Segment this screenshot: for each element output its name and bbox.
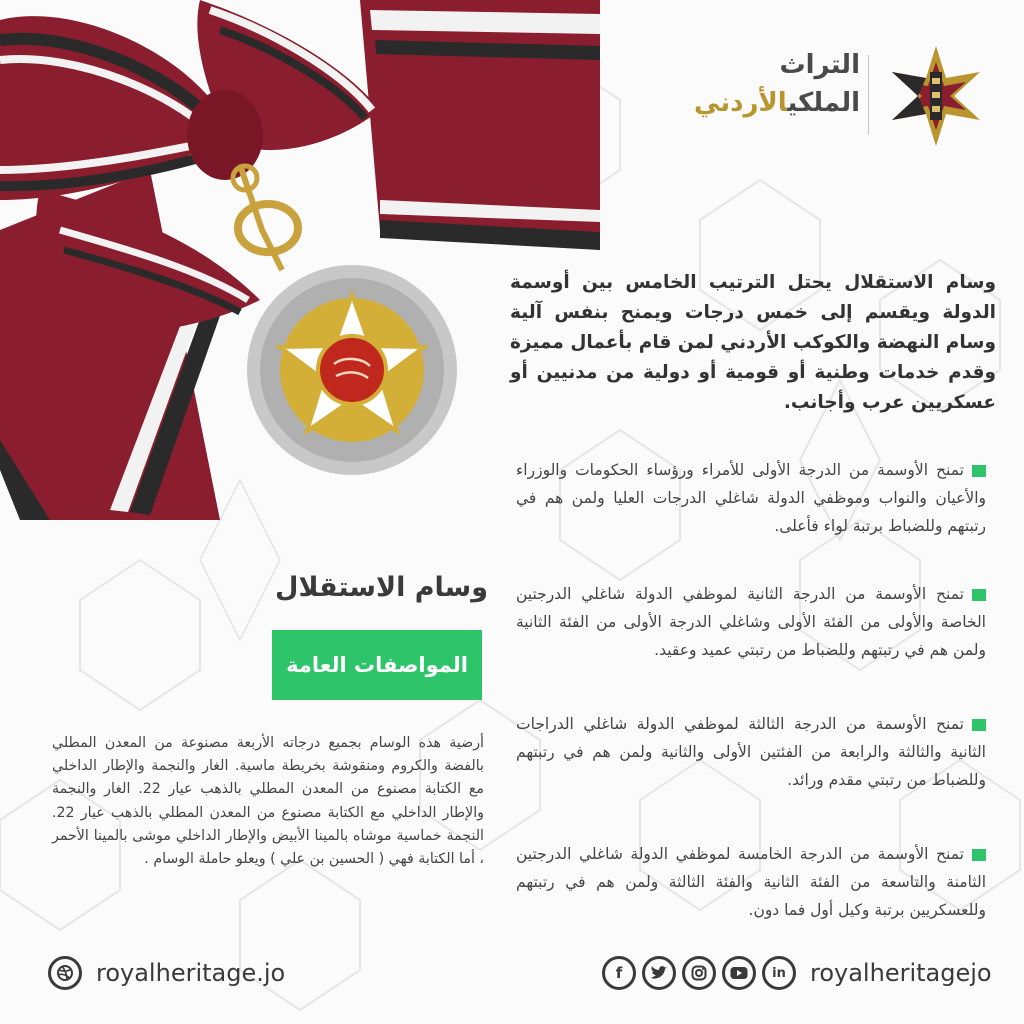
page-title: وسام الاستقلال bbox=[275, 572, 488, 603]
facebook-icon[interactable]: f bbox=[602, 956, 636, 990]
twitter-icon[interactable] bbox=[642, 956, 676, 990]
grade-item bbox=[516, 456, 988, 540]
brand-name-jordanian: الأردني bbox=[694, 88, 788, 118]
brand-name-line1: التراث bbox=[779, 50, 860, 80]
social-handle: royalheritagejo bbox=[810, 959, 992, 987]
grade-text: تمنح الأوسمة من الدرجة الخامسة لموظفي الدولة شاغلي الدرجتين الثامنة والتاسعة من الفئة الثانية والفئة الثالثة ولمن هم في رتبتهم وللعسكريين برتبة وكيل أول فما دون. bbox=[516, 845, 986, 919]
specs-paragraph: أرضية هذه الوسام بجميع درجاته الأربعة مصنوعة من المعدن المطلي بالفضة والكروم ومنقوشة بخريطة ماسية. الغار والنجمة والإطار الداخلي مع الكتابة مصنوع من المعدن المطلي بالذهب عيار 22. الغار والنجمة والإطار الداخلي مع الكتابة مصنوع من المعدن المطلي بالذهب عيار 22. النجمة خماسية موشاه بالمينا الأبيض والإطار الداخلي موشى بالمينا الأحمر ، أما الكتابة فهي ( الحسين بن علي ) ويعلو حاملة الوسام . bbox=[52, 735, 484, 868]
grade-item bbox=[516, 580, 988, 664]
website-label: royalheritage.jo bbox=[96, 959, 286, 987]
grade-item bbox=[516, 840, 988, 924]
intro-paragraph: وسام الاستقلال يحتل الترتيب الخامس بين أوسمة الدولة ويقسم إلى خمس درجات ويمنح بنفس آلية وسام النهضة والكوكب الأردني لمن قام بأعمال مميزة وقدم خدمات وطنية أو قومية أو دولية من مدنيين أو عسكريين عرب وأجانب. bbox=[510, 272, 996, 413]
youtube-icon[interactable] bbox=[722, 956, 756, 990]
bullet-square-icon bbox=[972, 849, 986, 861]
general-specs-button[interactable]: المواصفات العامة bbox=[272, 630, 482, 700]
bullet-square-icon bbox=[972, 719, 986, 731]
brand-name-royal: الملكي bbox=[787, 88, 860, 118]
brand-name-line2 bbox=[694, 88, 860, 118]
logo-divider bbox=[868, 55, 869, 135]
grade-text: تمنح الأوسمة من الدرجة الأولى للأمراء ورؤساء الحكومات والوزراء والأعيان والنواب وموظفي الدولة شاغلي الدرجات العليا ولمن هم في رتبتهم وللضباط برتبة لواء فأعلى. bbox=[516, 461, 986, 535]
linkedin-icon[interactable]: in bbox=[762, 956, 796, 990]
medal-ribbon-image bbox=[0, 0, 600, 520]
grade-text: تمنح الأوسمة من الدرجة الثالثة لموظفي الدولة شاغلي الدراجات الثانية والثالثة والرابعة من الفئتين الأولى والثانية ولمن هم في رتبتهم وللضباط من رتبتي مقدم ورائد. bbox=[516, 715, 986, 789]
grade-item bbox=[516, 710, 988, 794]
bullet-square-icon bbox=[972, 465, 986, 477]
footer-social bbox=[602, 956, 992, 990]
dribbble-globe-icon bbox=[48, 956, 82, 990]
grade-text: تمنح الأوسمة من الدرجة الثانية لموظفي الدولة شاغلي الدرجتين الخاصة والأولى من الفئة الأولى وشاغلي الدرجة الأولى من الفئة الثانية ولمن هم في رتبتهم وللضباط من رتبتي عميد وعقيد. bbox=[516, 585, 986, 659]
bullet-square-icon bbox=[972, 589, 986, 601]
royal-heritage-logo-icon bbox=[882, 42, 990, 150]
instagram-icon[interactable] bbox=[682, 956, 716, 990]
footer-website[interactable] bbox=[48, 956, 285, 990]
